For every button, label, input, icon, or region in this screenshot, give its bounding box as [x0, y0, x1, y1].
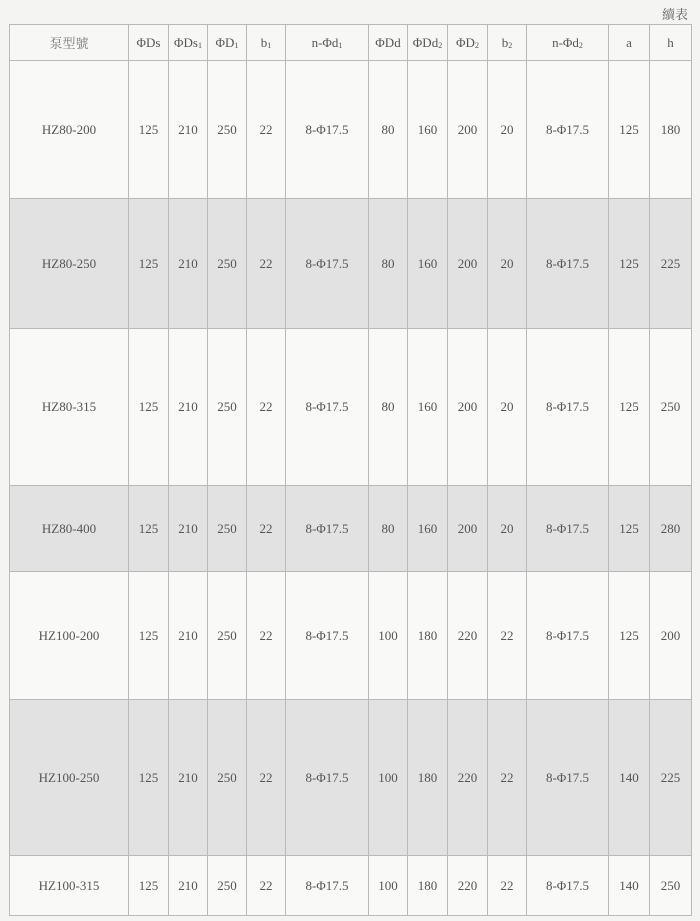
cell-n-d1: 8-Φ17.5: [286, 700, 369, 856]
cell-h: 180: [650, 61, 692, 199]
cell-n-d1: 8-Φ17.5: [286, 199, 369, 329]
header-dd: ΦDd: [369, 25, 408, 61]
cell-d1: 250: [208, 61, 247, 199]
header-dd2: ΦDd$_2$: [408, 25, 448, 61]
cell-b1: 22: [247, 700, 286, 856]
header-ds1: ΦDs$_1$: [169, 25, 208, 61]
header-d2: $\Phi D_2$: [448, 25, 488, 61]
cell-dd2: 160: [408, 486, 448, 572]
cell-ds1: 210: [169, 572, 208, 700]
cell-dd2: 180: [408, 856, 448, 916]
cell-b1: 22: [247, 329, 286, 486]
cell-d2: 200: [448, 329, 488, 486]
header-a: a: [609, 25, 650, 61]
cell-d1: 250: [208, 199, 247, 329]
cell-a: 125: [609, 329, 650, 486]
cell-model: HZ100-315: [10, 856, 129, 916]
cell-dd2: 180: [408, 700, 448, 856]
header-model: 泵型號: [10, 25, 129, 61]
cell-b1: 22: [247, 572, 286, 700]
cell-b2: 20: [488, 486, 527, 572]
cell-a: 125: [609, 199, 650, 329]
cell-ds: 125: [129, 199, 169, 329]
cell-n-d2: 8-Φ17.5: [527, 572, 609, 700]
cell-h: 225: [650, 700, 692, 856]
cell-a: 140: [609, 700, 650, 856]
cell-dd2: 160: [408, 61, 448, 199]
cell-d2: 220: [448, 856, 488, 916]
cell-ds: 125: [129, 572, 169, 700]
cell-dd: 100: [369, 572, 408, 700]
cell-ds1: 210: [169, 199, 208, 329]
cell-dd2: 180: [408, 572, 448, 700]
cell-model: HZ80-200: [10, 61, 129, 199]
cell-h: 250: [650, 329, 692, 486]
header-b2: $b_2$: [488, 25, 527, 61]
cell-ds: 125: [129, 329, 169, 486]
cell-b2: 20: [488, 329, 527, 486]
cell-b2: 20: [488, 61, 527, 199]
cell-n-d1: 8-Φ17.5: [286, 329, 369, 486]
cell-d1: 250: [208, 700, 247, 856]
cell-a: 140: [609, 856, 650, 916]
cell-dd: 80: [369, 61, 408, 199]
cell-d1: 250: [208, 486, 247, 572]
cell-ds1: 210: [169, 61, 208, 199]
cell-model: HZ80-400: [10, 486, 129, 572]
cell-dd: 80: [369, 199, 408, 329]
cell-ds1: 210: [169, 856, 208, 916]
cell-a: 125: [609, 572, 650, 700]
cell-n-d2: 8-Φ17.5: [527, 329, 609, 486]
cell-d2: 220: [448, 572, 488, 700]
table-row: [10, 700, 692, 856]
table-row: [10, 856, 692, 916]
cell-model: HZ100-200: [10, 572, 129, 700]
header-n-d1: $n-\Phi d_1$: [286, 25, 369, 61]
header-d1: $\Phi D_1$: [208, 25, 247, 61]
cell-d2: 200: [448, 61, 488, 199]
pump-dimension-table: [9, 24, 692, 916]
cell-model: HZ80-250: [10, 199, 129, 329]
cell-h: 200: [650, 572, 692, 700]
cell-b1: 22: [247, 199, 286, 329]
cell-a: 125: [609, 486, 650, 572]
cell-ds1: 210: [169, 486, 208, 572]
cell-h: 225: [650, 199, 692, 329]
cell-b2: 22: [488, 572, 527, 700]
header-ds: ΦDs: [129, 25, 169, 61]
cell-b1: 22: [247, 486, 286, 572]
cell-h: 280: [650, 486, 692, 572]
cell-dd: 80: [369, 329, 408, 486]
header-row: [10, 25, 692, 61]
header-b1: $b_1$: [247, 25, 286, 61]
cell-b2: 22: [488, 856, 527, 916]
table-row: [10, 486, 692, 572]
cell-dd: 80: [369, 486, 408, 572]
cell-b1: 22: [247, 61, 286, 199]
cell-a: 125: [609, 61, 650, 199]
cell-n-d2: 8-Φ17.5: [527, 486, 609, 572]
cell-d1: 250: [208, 329, 247, 486]
header-n-d2: $n-\Phi d_2$: [527, 25, 609, 61]
cell-dd2: 160: [408, 199, 448, 329]
cell-d2: 220: [448, 700, 488, 856]
cell-d1: 250: [208, 572, 247, 700]
cell-h: 250: [650, 856, 692, 916]
table-row: [10, 61, 692, 199]
cell-dd: 100: [369, 856, 408, 916]
cell-b2: 22: [488, 700, 527, 856]
table-row: [10, 199, 692, 329]
cell-n-d2: 8-Φ17.5: [527, 199, 609, 329]
cell-model: HZ80-315: [10, 329, 129, 486]
cell-d2: 200: [448, 199, 488, 329]
cell-n-d1: 8-Φ17.5: [286, 486, 369, 572]
cell-ds: 125: [129, 700, 169, 856]
cell-b2: 20: [488, 199, 527, 329]
continued-label: 續表: [661, 8, 688, 23]
cell-ds: 125: [129, 856, 169, 916]
table-row: [10, 329, 692, 486]
table-row: [10, 572, 692, 700]
cell-ds1: 210: [169, 700, 208, 856]
cell-n-d2: 8-Φ17.5: [527, 700, 609, 856]
cell-ds1: 210: [169, 329, 208, 486]
cell-b1: 22: [247, 856, 286, 916]
cell-n-d1: 8-Φ17.5: [286, 572, 369, 700]
cell-model: HZ100-250: [10, 700, 129, 856]
cell-n-d1: 8-Φ17.5: [286, 61, 369, 199]
header-h: h: [650, 25, 692, 61]
cell-dd: 100: [369, 700, 408, 856]
cell-n-d2: 8-Φ17.5: [527, 61, 609, 199]
cell-n-d1: 8-Φ17.5: [286, 856, 369, 916]
cell-dd2: 160: [408, 329, 448, 486]
cell-d2: 200: [448, 486, 488, 572]
cell-n-d2: 8-Φ17.5: [527, 856, 609, 916]
cell-d1: 250: [208, 856, 247, 916]
cell-ds: 125: [129, 61, 169, 199]
cell-ds: 125: [129, 486, 169, 572]
